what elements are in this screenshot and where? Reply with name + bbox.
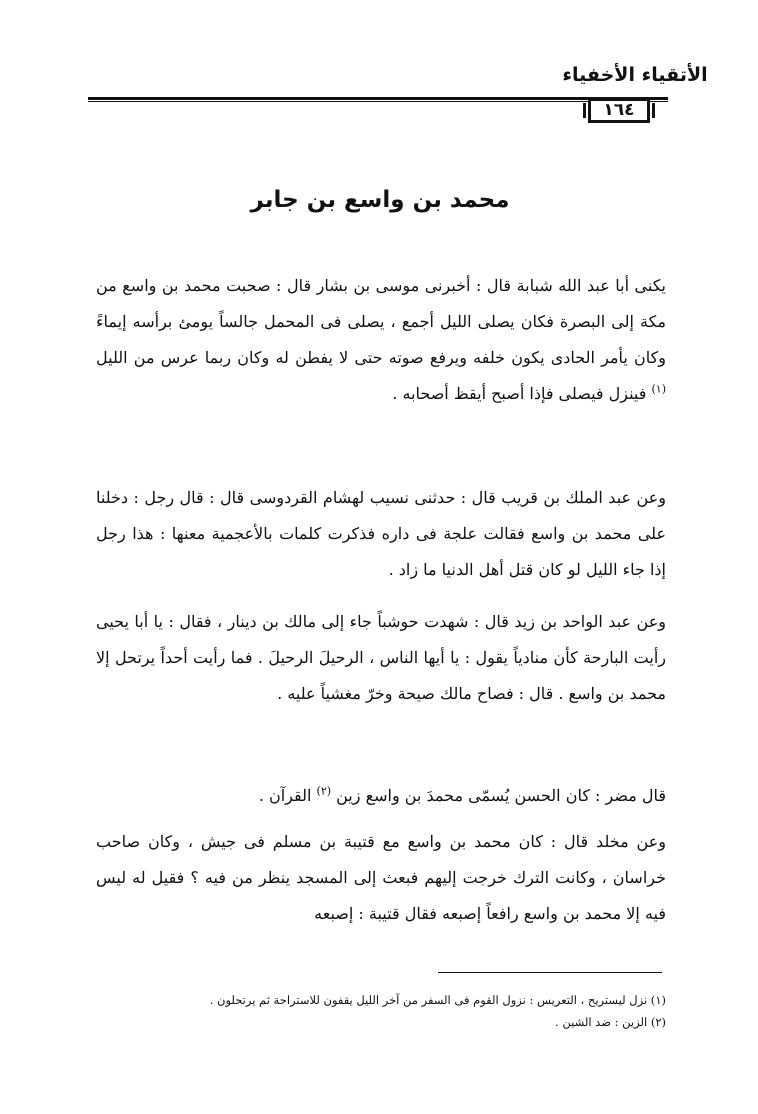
footnote-marker-1: (١) [651, 382, 666, 396]
header-rule-thin [88, 101, 668, 102]
paragraph-text: يكنى أبا عبد الله شبابة قال : أخبرنى موسى بن بشار قال : صحبت محمد بن واسع من مكة إلى البصرة فكان يصلى الليل أجمع ، يصلى فى المحمل جالساً يومئ برأسه إيماءً وكان يأمر الحادى يكون خلفه ويرفع صوته حتى لا يفطن له وكان ربما عرس من الليل [96, 276, 666, 367]
page-number: ١٦٤ [588, 98, 650, 123]
chapter-title: محمد بن واسع بن جابر [250, 187, 510, 214]
paragraph-text-cont: القرآن . [258, 786, 312, 805]
footnote-2: (٢) الزين : ضد الشين . [555, 1015, 666, 1029]
header-rule [88, 97, 668, 100]
running-header-title: الأتقياء الأخفياء [562, 64, 708, 86]
paragraph-1 [96, 268, 666, 412]
footnote-rule [438, 972, 662, 973]
paragraph-2: وعن عبد الملك بن قريب قال : حدثنى نسيب لهشام القردوسى قال : قال رجل : دخلنا على محمد بن واسع فقالت علجة فى داره فذكرت كلمات بالأعجمية معنها : هذا رجل إذا جاء الليل لو كان قتل أهل الدنيا ما زاد . [96, 488, 666, 579]
paragraph-text: قال مضر : كان الحسن يُسمّى محمدَ بن واسع زين [336, 786, 666, 805]
paragraph-5: وعن مخلد قال : كان محمد بن واسع مع قتيبة بن مسلم فى جيش ، وكان صاحب خراسان ، وكانت الترك خرجت إليهم فبعث إلى المسجد ينظر من فيه ؟ فقيل له ليس فيه إلا محمد بن واسع رافعاً إصبعه فقال قتيبة : إصبعه [96, 832, 666, 923]
paragraph-text-cont: فينزل فيصلى فإذا أصبح أيقظ أصحابه . [392, 384, 647, 403]
paragraph-3: وعن عبد الواحد بن زيد قال : شهدت حوشباً جاء إلى مالك بن دينار ، فقال : يا أبا يحيى رأيت البارحة كأن منادياً يقول : يا أيها الناس ، الرحيلَ الرحيلَ . فما رأيت أحداً يرتحل إلا محمد بن واسع . قال : فصاح مالك صيحة وخرّ مغشياً عليه . [96, 612, 666, 703]
paragraph-4 [96, 778, 666, 814]
footnote-marker-2: (٢) [316, 784, 332, 798]
footnote-1: (١) نزل ليستريح ، التعريس : نزول القوم فى السفر من آخر الليل يقفون للاستراحة ثم يرتحلون . [209, 993, 666, 1007]
